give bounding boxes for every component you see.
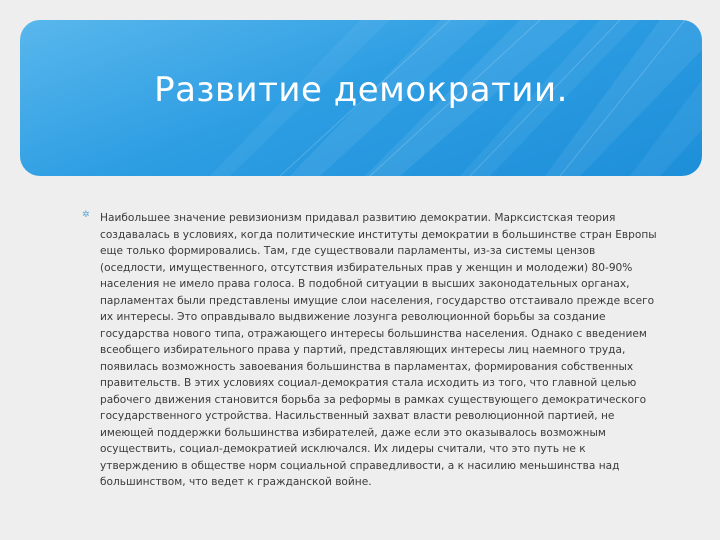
title-banner xyxy=(20,20,702,176)
body-paragraph: Наибольшее значение ревизионизм придавал развитию демократии. Марксистская теория создавалась в условиях, когда политические институты демократии в большинстве стран Европы еще только формировались. Там, где существовали парламенты, из-за системы цензов (оседлости, имущественного, отсутствия избирательных прав у женщин и молодежи) 80-90% населения не имело права голоса. В подобной ситуации в высших законодательных органах, парламентах были представлены имущие слои населения, государство отстаивало прежде всего их интересы. Это оправдывало выдвижение лозунга революционной борьбы за создание государства нового типа, отражающего интересы большинства населения. Однако с введением всеобщего избирательного права у партий, представляющих интересы лиц наемного труда, появилась возможность завоевания большинства в парламентах, формирования собственных правительств. В этих условиях социал-демократия стала исходить из того, что главной целью рабочего движения становится борьба за реформы в рамках существующего демократического государственного устройства. Насильственный захват власти революционной партией, не имеющей поддержки большинства избирателей, даже если это оказывалось возможным осуществить, социал-демократией исключался. Их лидеры считали, что это путь не к утверждению в обществе норм социальной справедливости, а к насилию меньшинства над большинством, что ведет к гражданской войне. xyxy=(100,212,657,488)
bullet-icon: ✲ xyxy=(82,210,90,220)
slide-title: Развитие демократии. xyxy=(154,70,568,110)
